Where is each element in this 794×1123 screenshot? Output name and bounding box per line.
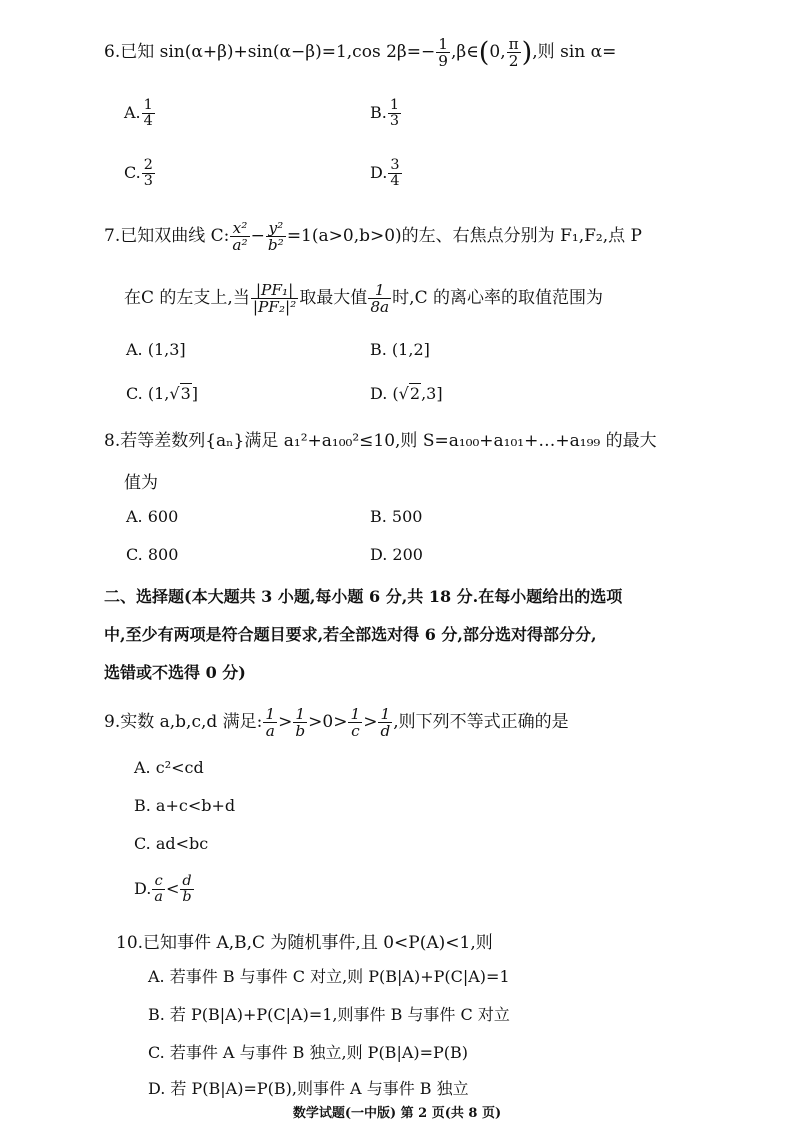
q9-option-a[interactable]: A. c²<cd <box>134 758 204 777</box>
question-9-stem: 9.实数 a,b,c,d 满足: $\frac{1}{a}$ > $\frac{1}{b}$ >0> $\frac{1}{c}$ > $\frac{1}{d}$ ,则下列不等式正确的是 <box>104 705 569 741</box>
question-6-stem <box>104 36 616 69</box>
q6-text: 6.已知 sin(α+β)+sin(α−β)=1,cos 2β=− <box>104 42 436 63</box>
q6-paren-open: ( <box>478 37 490 69</box>
section-2-heading-line2: 中,至少有两项是符合题目要求,若全部选对得 6 分,部分选对得部分分, <box>104 625 597 644</box>
q6-option-c[interactable]: C. $\frac{2}{3}$ <box>124 157 153 190</box>
question-10-stem: 10.已知事件 A,B,C 为随机事件,且 0<P(A)<1,则 <box>116 933 493 953</box>
q7-option-d[interactable]: D. (√2,3] <box>370 384 443 403</box>
q6-mid: ,β∈ <box>450 42 479 63</box>
q8-option-d[interactable]: D. 200 <box>370 545 423 564</box>
q6-suffix: ,则 sin α= <box>532 42 617 63</box>
q7-option-a[interactable]: A. (1,3] <box>126 340 186 359</box>
section-2-heading-line3: 选错或不选得 0 分) <box>104 663 246 682</box>
q8-option-b[interactable]: B. 500 <box>370 507 423 526</box>
q7-option-b[interactable]: B. (1,2] <box>370 340 430 359</box>
question-8-stem-line2: 值为 <box>124 473 158 493</box>
q9-option-b[interactable]: B. a+c<b+d <box>134 796 236 815</box>
q6-interval-start: 0, <box>489 42 506 63</box>
q6-fraction: $\frac{1}{9}$ <box>438 35 448 71</box>
q9-option-c[interactable]: C. ad<bc <box>134 834 209 853</box>
q6-option-a[interactable]: A. $\frac{1}{4}$ <box>124 97 153 130</box>
q10-option-b[interactable]: B. 若 P(B|A)+P(C|A)=1,则事件 B 与事件 C 对立 <box>148 1005 510 1024</box>
question-8-stem-line1: 8.若等差数列{aₙ}满足 a₁²+a₁₀₀²≤10,则 S=a₁₀₀+a₁₀₁+…+a₁₉₉ 的最大 <box>104 431 657 451</box>
page-footer: 数学试题(一中版) 第 2 页(共 8 页) <box>292 1106 502 1121</box>
q7-option-c[interactable]: C. (1,√3] <box>126 384 198 403</box>
q10-option-a[interactable]: A. 若事件 B 与事件 C 对立,则 P(B|A)+P(C|A)=1 <box>148 967 510 986</box>
q6-interval-fraction: $\frac{\pi}{2}$ <box>508 35 519 71</box>
q6-option-d[interactable]: D. $\frac{3}{4}$ <box>370 157 400 190</box>
q10-option-d[interactable]: D. 若 P(B|A)=P(B),则事件 A 与事件 B 独立 <box>148 1079 469 1098</box>
q6-option-b[interactable]: B. $\frac{1}{3}$ <box>370 97 399 130</box>
q8-option-a[interactable]: A. 600 <box>126 507 179 526</box>
question-7-stem-line2: 在C 的左支上,当 $\frac{\text{|PF₁|}}{\text{|PF₂|²}}$ 取最大值 $\frac{1}{8a}$ 时,C 的离心率的取值范围为 <box>124 281 603 317</box>
question-7-stem-line1: 7.已知双曲线 C: $\frac{\text{x²}}{\text{a²}}$ − $\frac{\text{y²}}{\text{b²}}$ =1(a>0,b>0)的左、右焦点分别为 F₁,F₂,点 P <box>104 219 642 255</box>
q10-option-c[interactable]: C. 若事件 A 与事件 B 独立,则 P(B|A)=P(B) <box>148 1043 469 1062</box>
section-2-heading-line1: 二、选择题(本大题共 3 小题,每小题 6 分,共 18 分.在每小题给出的选项 <box>104 587 623 606</box>
q9-option-d[interactable]: D. $\frac{c}{a}$ < $\frac{d}{b}$ <box>134 873 192 906</box>
q8-option-c[interactable]: C. 800 <box>126 545 179 564</box>
q6-paren-close: ) <box>521 37 533 69</box>
